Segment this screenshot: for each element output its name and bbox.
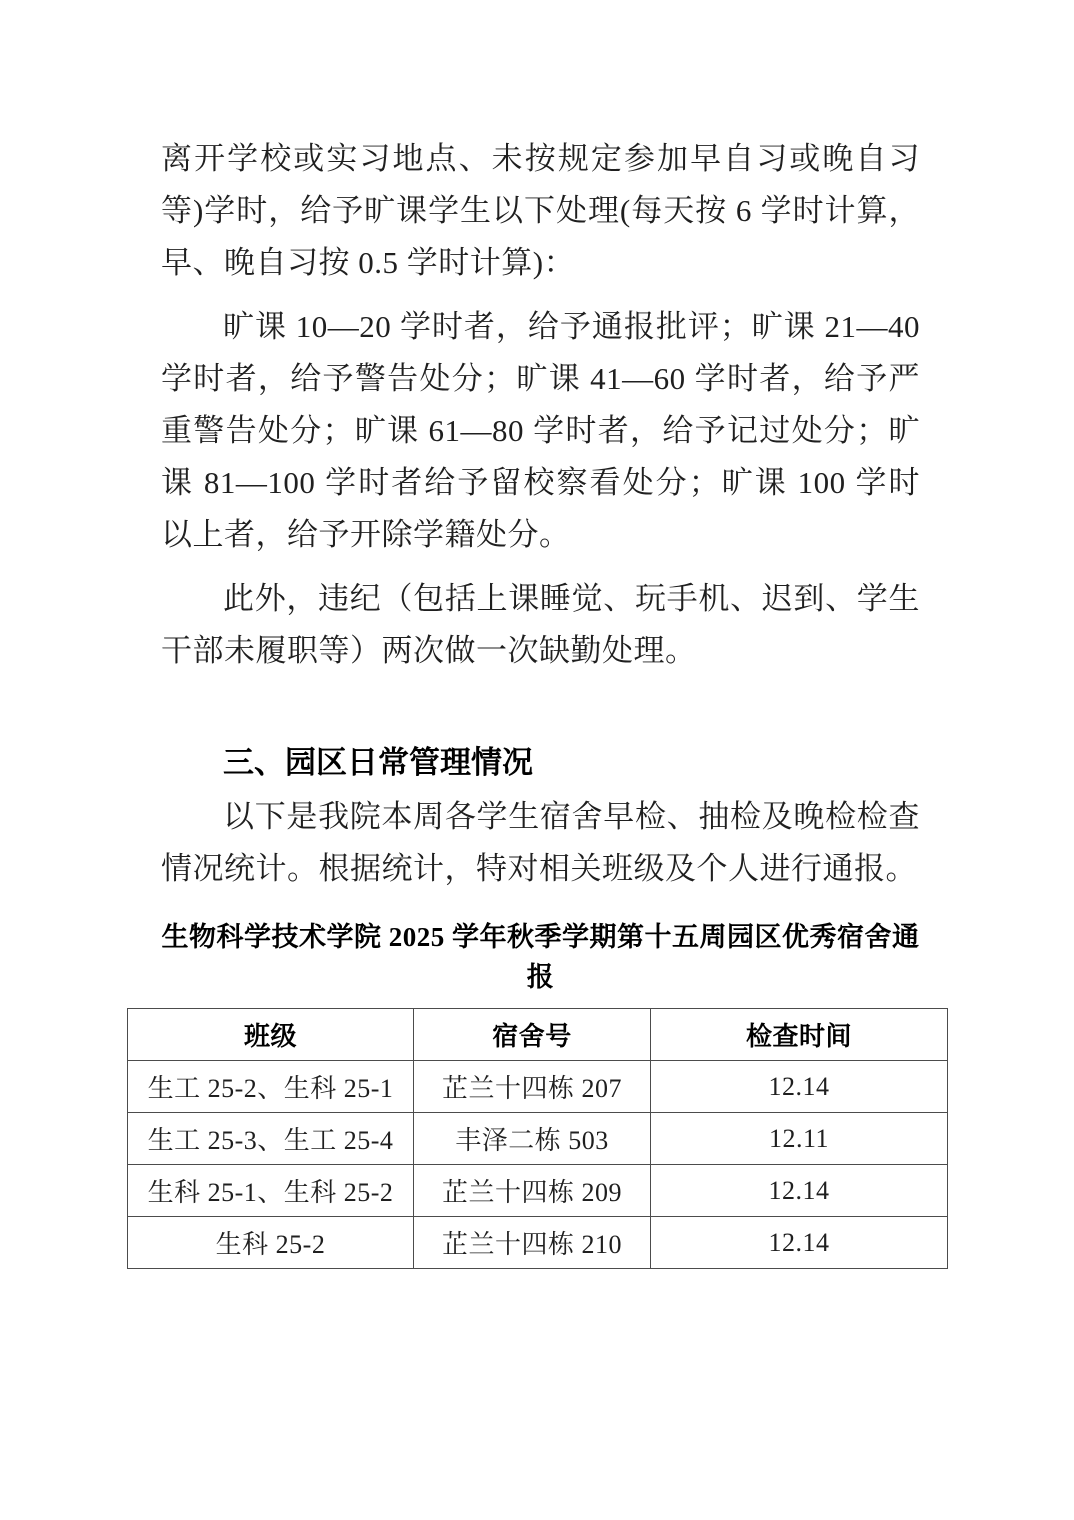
paragraph-absence-penalty-scale: 旷课 10—20 学时者，给予通报批评；旷课 21—40 学时者，给予警告处分；旷课 41—60 学时者，给予严重警告处分；旷课 61—80 学时者，给予记过处分；旷课 81—100 学时者给予留校察看处分；旷课 100 学时以上者，给予开除学籍处分。 bbox=[161, 309, 920, 552]
cell-class: 生工 25-2、生科 25-1 bbox=[128, 1061, 414, 1113]
column-header-class: 班级 bbox=[128, 1009, 414, 1061]
cell-class: 生工 25-3、生工 25-4 bbox=[128, 1113, 414, 1165]
paragraph-dorm-inspection-intro: 以下是我院本周各学生宿舍早检、抽检及晚检检查情况统计。根据统计，特对相关班级及个人进行通报。 bbox=[161, 799, 920, 886]
cell-inspection-date: 12.11 bbox=[651, 1113, 948, 1165]
cell-dorm-number: 芷兰十四栋 207 bbox=[414, 1061, 651, 1113]
section-heading-campus-daily-management: 三、园区日常管理情况 bbox=[223, 745, 533, 780]
column-header-dorm-number: 宿舍号 bbox=[414, 1009, 651, 1061]
table-caption-outstanding-dorms: 生物科学技术学院 2025 学年秋季学期第十五周园区优秀宿舍通报 bbox=[161, 922, 920, 992]
table-row bbox=[128, 1165, 948, 1217]
cell-dorm-number: 芷兰十四栋 209 bbox=[414, 1165, 651, 1217]
cell-class: 生科 25-2 bbox=[128, 1217, 414, 1269]
cell-class: 生科 25-1、生科 25-2 bbox=[128, 1165, 414, 1217]
cell-dorm-number: 芷兰十四栋 210 bbox=[414, 1217, 651, 1269]
cell-inspection-date: 12.14 bbox=[651, 1165, 948, 1217]
cell-dorm-number: 丰泽二栋 503 bbox=[414, 1113, 651, 1165]
paragraph-discipline-note: 此外，违纪（包括上课睡觉、玩手机、迟到、学生干部未履职等）两次做一次缺勤处理。 bbox=[161, 581, 920, 668]
cell-inspection-date: 12.14 bbox=[651, 1217, 948, 1269]
table-row bbox=[128, 1217, 948, 1269]
outstanding-dorm-table bbox=[127, 1008, 948, 1269]
table-row bbox=[128, 1061, 948, 1113]
table-header-row bbox=[128, 1009, 948, 1061]
cell-inspection-date: 12.14 bbox=[651, 1061, 948, 1113]
column-header-inspection-date: 检查时间 bbox=[651, 1009, 948, 1061]
paragraph-absence-rules-continuation: 离开学校或实习地点、未按规定参加早自习或晚自习等)学时，给予旷课学生以下处理(每天按 6 学时计算，早、晚自习按 0.5 学时计算)： bbox=[161, 141, 920, 280]
table-row bbox=[128, 1113, 948, 1165]
